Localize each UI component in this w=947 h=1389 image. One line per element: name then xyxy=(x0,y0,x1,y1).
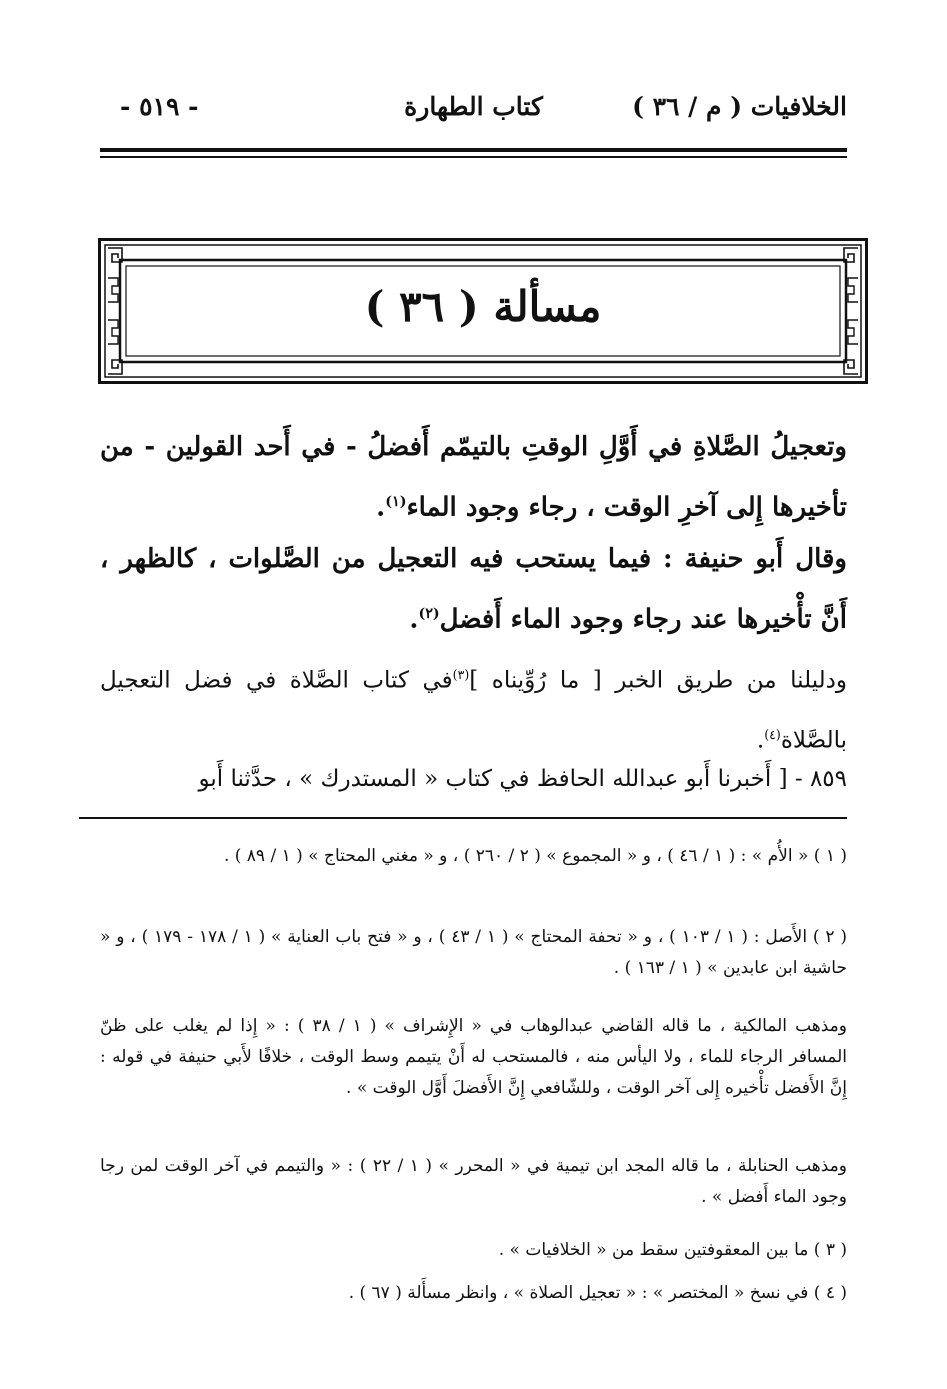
running-header xyxy=(100,92,847,136)
header-rule-thick xyxy=(100,148,847,152)
masala-title: مسألة ( ٣٦ ) xyxy=(364,282,602,331)
footnote-2-hanbali: ومذهب الحنابلة ، ما قاله المجد ابن تيمية في « المحرر » ( ١ / ٢٢ ) : « والتيمم في آخر الوقت لمن رجا وجود الماء أَفضل » . xyxy=(100,1156,847,1207)
footnote-2: ( ٢ ) الأَصل : ( ١ / ١٠٣ ) ، و « تحفة المحتاج » ( ١ / ٤٣ ) ، و « فتح باب العناية » ( ١ / ١٧٨ - ١٧٩ ) ، و « حاشية ابن عابدين » ( ١ / ١٦٣ ) . xyxy=(100,927,847,978)
paragraph-ruling xyxy=(100,420,847,536)
header-book-title: كتاب الطهارة xyxy=(404,92,543,121)
footnote-ref-4: (٤) xyxy=(764,726,781,742)
footnote-4: ( ٤ ) في نسخ « المختصر » : « تعجيل الصلاة » ، وانظر مسأَلة ( ٦٧ ) . xyxy=(348,1283,847,1303)
footnote-ref-1: (١) xyxy=(385,494,407,510)
paragraph-hadith-chain-text: ٨٥٩ - [ أَخبرنا أَبو عبدالله الحافظ في كتاب « المستدرك » ، حدَّثنا أَبو xyxy=(198,766,847,792)
masala-title-frame xyxy=(98,238,868,384)
paragraph-abu-hanifa-end: . xyxy=(409,604,419,635)
footnote-3: ( ٣ ) ما بين المعقوفتين سقط من « الخلافيات » . xyxy=(498,1240,847,1260)
paragraph-hadith-chain xyxy=(100,752,847,806)
page-number: - ٥١٩ - xyxy=(120,92,199,121)
paragraph-ruling-end: . xyxy=(376,492,386,523)
header-chapter-ref: الخلافيات ( م / ٣٦ ) xyxy=(632,92,847,121)
footnote-2-maliki: ومذهب المالكية ، ما قاله القاضي عبدالوهاب في « الإِشراف » ( ١ / ٣٨ ) : « إِذا لم يغلب على ظنّ المسافر الرجاء للماء ، ولا اليأس منه ، فالمستحب له أَنْ يتيمم وسط الوقت ، خلافًا لأَبي حنيفة في قوله : إِنَّ الأَفضل تأْخيره إِلى آخر الوقت ، وللشّافعي إِنَّ الأَفضلَ أَوَّل الوقت » . xyxy=(100,1016,847,1098)
footnote-1: ( ١ ) « الأُم » : ( ١ / ٤٦ ) ، و « المجموع » ( ٢ / ٢٦٠ ) ، و « مغني المحتاج » ( ١ / ٨٩ ) . xyxy=(223,846,847,866)
footnote-ref-3: (٣) xyxy=(452,667,470,682)
paragraph-evidence-end: . xyxy=(756,727,765,754)
footnote-ref-2: (٢) xyxy=(418,606,440,622)
header-rule-thin xyxy=(100,156,847,158)
paragraph-abu-hanifa-text: وقال أَبو حنيفة : فيما يستحب فيه التعجيل من الصَّلوات ، كالظهر ، أَنَّ تأْخيرها عند رجاء وجود الماء أَفضل xyxy=(100,544,847,635)
paragraph-evidence-text-b: في كتاب الصَّلاة في فضل التعجيل بالصَّلاة xyxy=(100,667,847,754)
footnote-separator xyxy=(79,817,847,819)
paragraph-abu-hanifa xyxy=(100,532,847,648)
paragraph-ruling-text: وتعجيلُ الصَّلاةِ في أَوَّلِ الوقتِ بالتيمّم أَفضلُ - في أَحد القولين - من تأخيرها إِلى آخرِ الوقت ، رجاء وجود الماء xyxy=(100,432,847,523)
paragraph-evidence-text-a: ودليلنا من طريق الخبر [ ما رُوِّيناه ] xyxy=(469,667,847,694)
paragraph-evidence xyxy=(100,648,847,767)
